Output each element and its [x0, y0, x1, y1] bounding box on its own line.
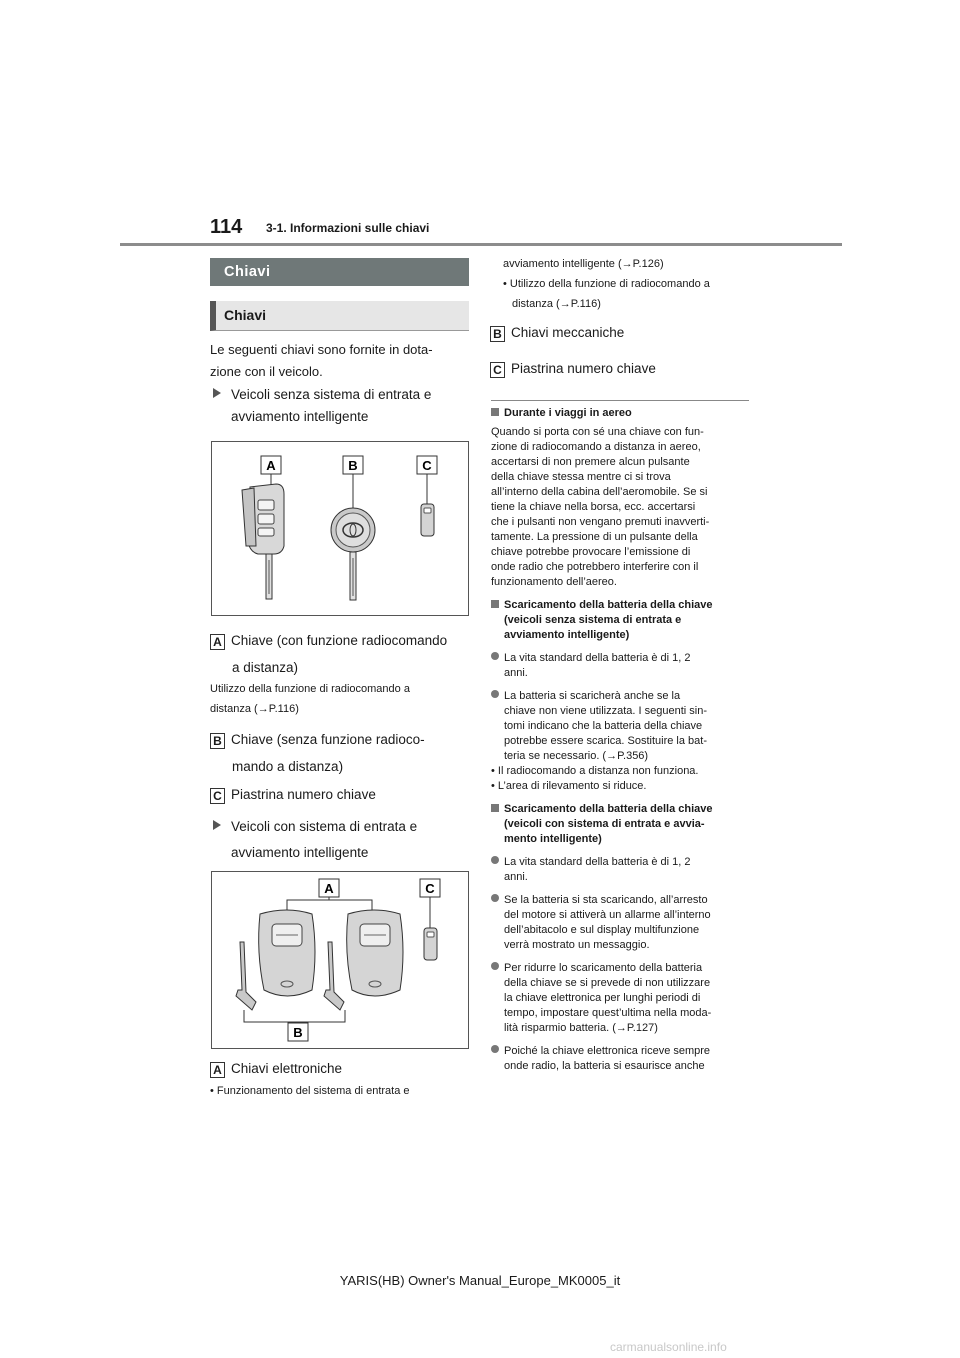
label-c-icon: C [490, 362, 505, 378]
item-a-note: Utilizzo della funzione di radiocomando a distanza (→P.116) [210, 683, 410, 715]
right-continuation: avviamento intelligente (→P.126) • Utilizzo della funzione di radiocomando a distanza (→P.116) [503, 258, 710, 310]
label-b: B [348, 458, 358, 473]
divider [491, 400, 749, 401]
note-d3: La vita standard della batteria è di 1, 2 anni. [491, 855, 753, 885]
label-a-icon: A [210, 634, 225, 650]
note-airplane-text: Quando si porta con sé una chiave con fun- zione di radiocomando a distanza in aereo, accertarsi di non premere alcun pulsante della chiave stessa mentre ci si trova all’interno della cabina dell’aeromobile. Se si tiene la chiave nella borsa, ecc. accertarsi che i pulsanti non vengano premuti inavverti- tamente. La pressione di un pulsante della chiave potrebbe provocare l’emissione di onde radio che potrebbero interferire con il funzionamento dell’aereo. [491, 426, 710, 588]
key-number-plate-c [421, 504, 434, 536]
smart-key-2 [324, 910, 403, 1010]
label-c: C [422, 458, 432, 473]
figure-electronic-keys [211, 871, 469, 1049]
circle-bullet-icon [491, 690, 499, 698]
section-title: 3-1. Informazioni sulle chiavi [266, 221, 430, 235]
right-item-b: B Chiavi meccaniche [490, 323, 760, 343]
label-c: C [425, 881, 435, 896]
heading-without-smart-entry: Veicoli senza sistema di entrata e avviamento intelligente [213, 384, 473, 427]
circle-bullet-icon [491, 652, 499, 660]
figure-keys-without-smart-entry [211, 441, 469, 616]
circle-bullet-icon [491, 1045, 499, 1053]
triangle-bullet-icon [213, 388, 221, 398]
note-heading-airplane: Durante i viaggi in aereo [491, 406, 753, 421]
chapter-band-title: Chiavi [210, 258, 469, 286]
note-d4: Se la batteria si sta scaricando, all’arresto del motore si attiverà un allarme all’interno dell’abitacolo e sul display multifunzione verrà mostrato un messaggio. [491, 893, 753, 953]
square-bullet-icon [491, 804, 499, 812]
heading-with-smart-entry: Veicoli con sistema di entrata e avviamento intelligente [213, 816, 473, 863]
item-c: C Piastrina numero chiave [210, 785, 475, 805]
note-d2: La batteria si scaricherà anche se la chiave non viene utilizzata. I seguenti sin- tomi indicano che la batteria della chiave potrebbe essere scarica. Sostituire la bat- teria se necessario. (→P.356) • Il radiocomando a distanza non funziona. • L’area di rilevamento si riduce. [491, 690, 708, 792]
mechanical-key-b [331, 508, 375, 600]
footer-manual-id: YARIS(HB) Owner's Manual_Europe_MK0005_it [339, 1273, 621, 1288]
item-b: B Chiave (senza funzione radioco- mando a distanza) [210, 726, 475, 780]
key-number-plate-c [424, 928, 437, 960]
remote-key-a [242, 484, 284, 599]
note-d1: La vita standard della batteria è di 1, 2 anni. [491, 651, 753, 681]
item2-a: A Chiavi elettroniche [210, 1059, 475, 1079]
label-a-icon: A [210, 1062, 225, 1078]
header-rule [120, 243, 842, 246]
note-d6: Poiché la chiave elettronica riceve sempre onde radio, la batteria si esaurisce anche [491, 1044, 753, 1074]
watermark[interactable]: carmanualsonline.info [610, 1340, 727, 1354]
circle-bullet-icon [491, 856, 499, 864]
label-b-icon: B [490, 326, 505, 342]
label-a: A [324, 881, 334, 896]
circle-bullet-icon [491, 894, 499, 902]
label-b-icon: B [210, 733, 225, 749]
page-number: 114 [210, 216, 243, 238]
note-heading-battery-no-smart: Scaricamento della batteria della chiave (veicoli senza sistema di entrata e avviamento intelligente) [491, 598, 753, 643]
electronic-keys-illustration [212, 872, 468, 1048]
label-a: A [266, 458, 276, 473]
intro-text: Le seguenti chiavi sono fornite in dota- zione con il veicolo. [210, 342, 433, 379]
square-bullet-icon [491, 600, 499, 608]
right-item-c: C Piastrina numero chiave [490, 359, 760, 379]
square-bullet-icon [491, 408, 499, 416]
item-a: A Chiave (con funzione radiocomando a distanza) [210, 627, 475, 681]
label-c-icon: C [210, 788, 225, 804]
triangle-bullet-icon [213, 820, 221, 830]
notes-column [491, 406, 753, 1074]
smart-key-1 [236, 910, 315, 1010]
item2-a-bullet: • Funzionamento del sistema di entrata e [210, 1085, 410, 1097]
note-heading-battery-smart: Scaricamento della batteria della chiave (veicoli con sistema di entrata e avvia- mento intelligente) [491, 802, 753, 847]
sub-heading: Chiavi [210, 301, 469, 331]
label-b: B [293, 1025, 303, 1040]
keys-illustration [212, 442, 468, 615]
circle-bullet-icon [491, 962, 499, 970]
note-d5: Per ridurre lo scaricamento della batteria della chiave se si prevede di non utilizzare la chiave elettronica per lunghi periodi di tempo, impostare quest’ultima nella moda- lità risparmio batteria. (→P.127) [491, 961, 753, 1036]
